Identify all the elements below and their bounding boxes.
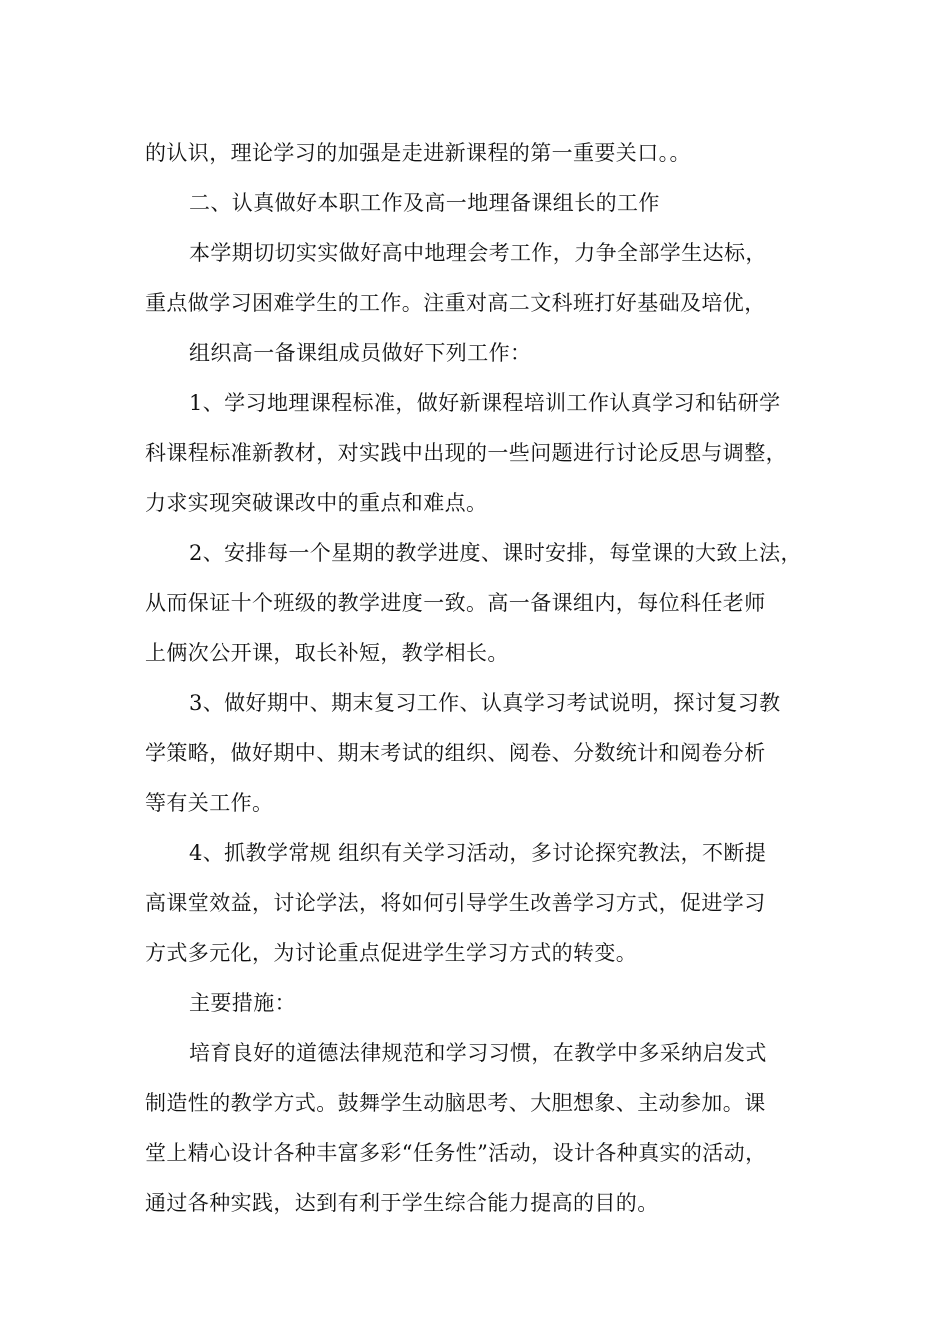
text-line: 二、认真做好本职工作及高一地理备课组长的工作 (189, 191, 660, 215)
text-line: 通过各种实践，达到有利于学生综合能力提高的目的。 (145, 1191, 659, 1215)
text-line: 培育良好的道德法律规范和学习习惯，在教学中多采纳启发式 (189, 1041, 767, 1065)
text-line: 2、安排每一个星期的教学进度、课时安排，每堂课的大致上法， (189, 541, 802, 565)
text-line: 制造性的教学方式。鼓舞学生动脑思考、大胆想象、主动参加。课 (145, 1091, 766, 1115)
text-line: 力求实现突破课改中的重点和难点。 (145, 491, 488, 515)
text-line: 方式多元化，为讨论重点促进学生学习方式的转变。 (145, 941, 638, 965)
text-line: 等有关工作。 (145, 791, 274, 815)
text-line: 3、做好期中、期末复习工作、认真学习考试说明，探讨复习教 (189, 691, 781, 715)
text-line: 高课堂效益，讨论学法，将如何引导学生改善学习方式，促进学习 (145, 891, 766, 915)
text-line: 1、学习地理课程标准，做好新课程培训工作认真学习和钻研学 (189, 391, 781, 415)
text-line: 科课程标准新教材，对实践中出现的一些问题进行讨论反思与调整， (145, 441, 787, 465)
text-line: 重点做学习困难学生的工作。注重对高二文科班打好基础及培优， (145, 291, 766, 315)
text-line: 组织高一备课组成员做好下列工作： (189, 341, 532, 365)
text-line: 本学期切切实实做好高中地理会考工作，力争全部学生达标， (189, 241, 767, 265)
text-line: 主要措施： (189, 991, 296, 1015)
text-line: 堂上精心设计各种丰富多彩“任务性”活动，设计各种真实的活动， (145, 1141, 767, 1165)
text-line: 上俩次公开课，取长补短，教学相长。 (145, 641, 509, 665)
text-line: 学策略，做好期中、期末考试的组织、阅卷、分数统计和阅卷分析 (145, 741, 766, 765)
text-line: 的认识，理论学习的加强是走进新课程的第一重要关口。。 (145, 141, 691, 165)
document-body (145, 128, 810, 1228)
text-line: 从而保证十个班级的教学进度一致。高一备课组内，每位科任老师 (145, 591, 766, 615)
text-line: 4、抓教学常规 组织有关学习活动，多讨论探究教法，不断提 (189, 841, 767, 865)
